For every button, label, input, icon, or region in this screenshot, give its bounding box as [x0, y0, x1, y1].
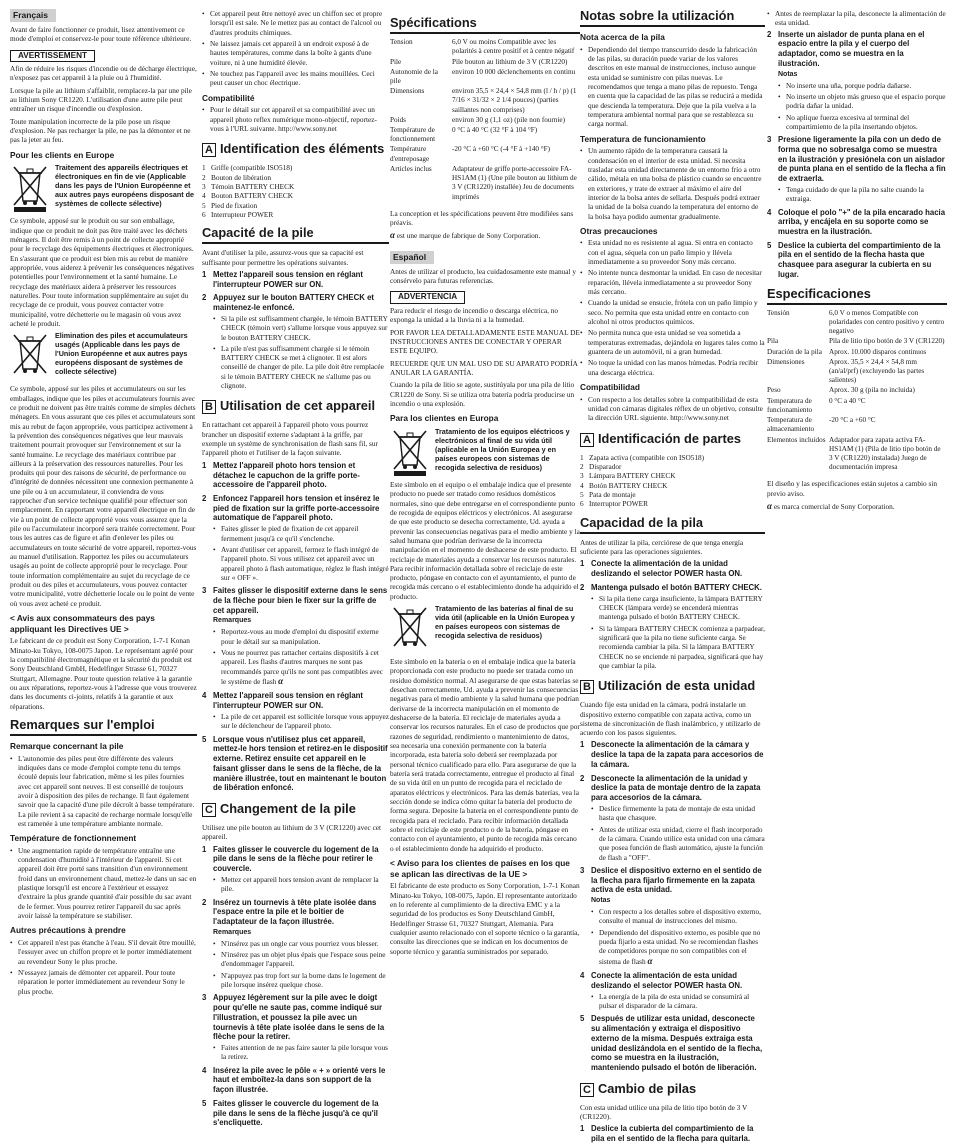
es-trademark: α es marca comercial de Sony Corporation. [767, 501, 895, 512]
alpha-logo-icon: α [767, 501, 772, 512]
fr-recycle-weee [10, 163, 197, 213]
es-temp-heading: Temperatura de funcionamiento [580, 133, 706, 144]
fr-warn1: Afin de réduire les risques d'incendie ou de décharge électrique, n'exposez pas cet appareil à la pluie ou à l'humidité. [10, 64, 197, 83]
es-capacity-heading: Capacidad de la pila [580, 516, 765, 534]
list-item: • Cuando la unidad se ensucie, frótela con un paño limpio y seco. No permita que esta unidad entre en contacto con alcohol ni otros productos químicos. [580, 298, 765, 326]
step: 5 Lorsque vous n'utilisez plus cet appareil, mettez-le hors tension et retirez-en le dispositif externe. Retirez ensuite cet appareil en le faisant glisser dans le sens de la flèche, de la manière illustrée, tout en maintenant le bouton de libération enfoncé. [202, 734, 388, 793]
es-warn1: Para reducir el riesgo de incendio o descarga eléctrica, no exponga la unidad a la lluvia ni a la humedad. [390, 305, 559, 325]
es-notes-heading: Notas sobre la utilización [580, 9, 765, 27]
step: 5 Después de utilizar esta unidad, desconecte su alimentación y extraiga el dispositivo externo de la misma. Después extraiga esta unidad deslizándola en el sentido de la flecha, como se muestra en la ilustración, manteniendo pulsado el botón de liberación. [580, 1014, 763, 1072]
table-row: Dimensiones Aprox. 35,5 × 24,4 × 54,8 mm (an/al/prf) (excluyendo las partes salientes) [767, 357, 925, 385]
step: 3 Faites glisser le dispositif externe dans le sens de la flèche pour bien le fixer sur la griffe de cet appareil. Remarques • Reportez-vous au mode d'emploi du dispositif externe pour le détail sur sa manipulation. • Vous ne pourrez pas rattacher certains dispositifs à cet appareil. Les flashs d'autres marques ne sont pas recommandés parce qu'ils ne sont pas compatibles avec le système de flash α [202, 586, 389, 687]
section-letter-c: C [580, 1083, 594, 1097]
step: 2 Insérez un tournevis à tête plate isolée dans l'espace entre la pile et le boitier de l'adaptateur de la façon illustrée. Remarques • N'insérez pas un ongle car vous pourriez vous blesser. • N'insérez pas un objet plus épais que l'espace sous peine d'endommager l'appareil. • N'appuyez pas trop fort sur la borne dans le logement de pile lorsque insérez quelque chose. [202, 898, 389, 990]
fr-remarks-heading: Remarques sur l'emploi [10, 718, 197, 736]
step: 5 Faites glisser le couvercle du logement de la pile dans le sens de la flèche jusqu'à ce qu'il s'encliquette. [202, 1098, 379, 1128]
list-item: • Ne laissez jamais cet appareil à un endroit exposé à de hautes températures, comme dans la boîte à gants d'une voiture, ni à une humidité élevée. [202, 39, 389, 67]
step: 2 Appuyez sur le bouton BATTERY CHECK et maintenez-le enfoncé. • Si la pile est suffisamment chargée, le témoin BATTERY CHECK (témoin vert) s'allume lorsque vous appuyez sur le bouton BATTERY CHECK. • La pile n'est pas suffisamment chargée si le témoin BATTERY CHECK se met à clignoter. Il est alors conseillé de changer de pile. La pile doit être remplacée si le témoin BATTERY CHECK ne s'allume pas ou clignote. [202, 293, 389, 390]
table-row: Duración de la pila Aprox. 10.000 disparos continuos [767, 347, 927, 356]
es-capacity-steps [580, 559, 765, 670]
es-warn3: RECUERDE QUE UN MAL USO DE SU APARATO PODRÍA ANULAR LA GARANTÍA. [390, 358, 578, 377]
list-item: 5 Pied de fixation [202, 200, 258, 210]
column-es-specs [767, 9, 947, 1079]
list-item: • Dependiendo del tiempo transcurrido desde la fabricación de las pilas, su duración puede variar de los valores descritos en este manual de instrucciones, incluso aunque esta unidad se suministre con pilas nuevas. Le recomendamos que tenga a mano pilas de repuesto. Tenga en cuenta que la capacidad de las pilas se reducirá a medida que descienda la temperatura. Deje que la pila vuelva a la temperatura ambiental normal para que se restablezca su carga normal. [580, 45, 765, 129]
column-es-instructions [580, 8, 765, 1144]
column-fr-instructions [202, 9, 389, 1128]
es-recycle1-body: Este símbolo en el equipo o el embalaje indica que el presente producto no puede ser tratado como residuos domésticos normales, sino que debe entregarse en el correspondiente punto de recogida de equipos eléctricos y electrónicos. Al asegurarse de que este producto se desecha correctamente, Ud. ayuda a prevenir las consecuencias negativas para el medio ambiente y la salud humana que podrían derivarse de la incorrecta manipulación en el momento de deshacerse de este producto. El reciclaje de materiales ayuda a conservar los recursos naturales. Para recibir información detallada sobre el reciclaje de este producto, póngase en contacto con el ayuntamiento, el punto de recogida más cercano o el establecimiento donde ha adquirido el producto. [390, 479, 580, 601]
es-warn2: POR FAVOR LEA DETALLADAMENTE ESTE MANUAL DE INSTRUCCIONES ANTES DE CONECTAR Y OPERAR ESTE EQUIPO. [390, 327, 580, 356]
table-row: Température de fonctionnement 0 °C à 40 °C (32 °F à 104 °F) [390, 126, 538, 144]
es-change-steps-start [580, 1124, 765, 1143]
list-item: 6 Interrupteur POWER [202, 209, 274, 219]
list-item: 3 Lámpara BATTERY CHECK [580, 471, 676, 481]
step: 2 Inserte un aislador de punta plana en el espacio entre la pila y el cuerpo del adaptador, como se muestra en la ilustración. Notas • No inserte una uña, porque podría dañarse. • No inserte un objeto más grueso que el espacio porque podría dañar la unidad. • No aplique fuerza excesiva al terminal del compartimiento de la pila insertando objetos. [767, 30, 947, 132]
list-item: • Con respecto a los detalles sobre la compatibilidad de esta unidad con cámaras digitales réflex de un objetivo, consulte la dirección URL siguiente. http://www.sony.net [580, 395, 765, 423]
list-item: 2 Disparador [580, 461, 622, 471]
list-item: • Ne touchez pas l'appareil avec les mains mouillées. Ceci peut causer un choc électrique. [202, 69, 389, 88]
fr-change-heading: C Changement de la pile [202, 802, 389, 819]
section-letter-a: A [580, 433, 594, 447]
es-other-list [580, 238, 765, 377]
step: 4 Coloque el polo "+" de la pila encarado hacia arriba, y encájela en su soporte como se muestra en la ilustración. [767, 207, 946, 236]
list-item: • Esta unidad no es resistente al agua. Si entra en contacto con el agua, séquela con un paño limpio y llévela inmediatamente a su proveedor Sony más cercano. [580, 238, 765, 266]
es-change-s1-notes [767, 9, 947, 28]
step: 2 Mantenga pulsado el botón BATTERY CHECK. • Si la pila tiene carga insuficiente, la lámpara BATTERY CHECK (lámpara verde) se encenderá mientras mantenga pulsado el botón BATTERY CHECK. • Si la lámpara BATTERY CHECK comienza a parpadear, significará que la pila no tiene suficiente carga. Se recomienda cambiar la pila. Si la lámpara BATTERY CHECK no se enciende ni parpadea, significará que hay que cambiar la pila. [580, 583, 765, 670]
step: 3 Presione ligeramente la pila con un dedo de forma que no sobresalga como se muestra en la ilustración y presiónela con un aislador de punta plana en el sentido de la flecha a fin de extraerla. • Tenga cuidado de que la pila no salte cuando la extraiga. [767, 135, 947, 203]
column-fr-intro [10, 9, 197, 1079]
table-row: Pila Pila de litio tipo botón de 3 V (CR1220) [767, 337, 945, 346]
es-recycle-battery [390, 604, 580, 654]
alpha-logo-icon: α [278, 675, 284, 686]
es-recycle-weee [390, 427, 580, 477]
es-spec-note: El diseño y las especificaciones están sujetos a cambio sin previo aviso. [767, 479, 938, 498]
list-item: 4 Botón BATTERY CHECK [580, 480, 668, 490]
crossed-bin-icon [10, 163, 50, 213]
fr-intro: Avant de faire fonctionner ce produit, lisez attentivement ce mode d'emploi et conservez-le pour toute référence ultérieure. [10, 24, 192, 44]
table-row: Temperatura de funcionamiento 0 °C a 40 °C [767, 396, 866, 414]
fr-warn3: Toute manipulation incorrecte de la pile pose un risque d'explosion. Ne pas recharger la pile, ne pas la démonter et ne pas la jeter au feu. [10, 116, 191, 145]
es-change-steps [767, 30, 947, 280]
section-letter-b: B [580, 680, 594, 694]
es-recycle1-title: Tratamiento de los equipos eléctricos y electrónicos al final de su vida útil (aplicable en la Unión Europea y en países europeos con sistemas de recogida selectiva de residuos) [435, 426, 570, 472]
fr-recycle-battery [10, 331, 197, 381]
es-use-intro: Cuando fije esta unidad en la cámara, podrá instalarle un dispositivo externo compatible con zapata activa, como un sistema de sincronización de flash inalámbrico, y utilizarlo de acuerdo con los pasos siguientes. [580, 700, 761, 738]
es-recycle2-title: Tratamiento de las baterías al final de su vida útil (aplicable en la Unión Europea y en países europeos con sistemas de recogida selectiva de residuos) [435, 604, 575, 641]
step: 2 Enfoncez l'appareil hors tension et insérez le pied de fixation sur la griffe porte-accessoire automatique de l'appareil photo. • Faites glisser le pied de fixation de cet appareil fermement jusqu'à ce qu'il s'enclenche. • Avant d'utiliser cet appareil, fermez le flash intégré de l'appareil photo. Si vous utilisez cet appareil avec un appareil photo à flash automatique, réglez le flash intégré sur « OFF ». [202, 494, 389, 582]
table-row: Peso Aprox. 30 g (pila no incluida) [767, 386, 915, 395]
fr-warning-label: AVERTISSEMENT [10, 50, 95, 63]
fr-compat-heading: Compatibilité [202, 92, 255, 103]
es-change-heading: C Cambio de pilas [580, 1082, 765, 1099]
es-intro: Antes de utilizar el producto, lea cuidadosamente este manual y consérvelo para futuras referencias. [390, 266, 577, 286]
fr-spec-table [390, 38, 580, 203]
fr-use-steps [202, 461, 389, 793]
step: 1 Conecte la alimentación de la unidad deslizando el selector POWER hasta ON. [580, 559, 743, 579]
table-row: Articles inclus Adaptateur de griffe porte-accessoire FA-HS1AM (1) (Une pile bouton au lithium de 3 V (CR1220) installée) Jeu de documents imprimés [390, 164, 577, 201]
es-warning-label: ADVERTENCIA [390, 291, 465, 304]
list-item: • No intente nunca desmontar la unidad. En caso de necesitar reparación, llévela inmediatamente a su proveedor Sony más cercano. [580, 268, 765, 296]
es-spec-table [767, 309, 947, 474]
fr-trademark: α est une marque de fabrique de Sony Corporation. [390, 230, 541, 241]
alpha-logo-icon: α [390, 230, 395, 241]
table-row: Tension 6,0 V ou moins Compatible avec les polarités à centre positif et à centre négatif [390, 38, 575, 56]
es-parts-heading: A Identificación de partes [580, 432, 765, 449]
step: 2 Desconecte la alimentación de la unidad y deslice la pata de montaje dentro de la zapata para accesorios de la cámara. • Deslice firmemente la pata de montaje de esta unidad hasta que chasquee. • Antes de utilizar esta unidad, cierre el flash incorporado de la cámara. Cuando utilice esta unidad con una cámara que posea función de flash automático, ajuste la función de flash a "OFF". [580, 774, 765, 862]
fr-other-heading: Autres précautions à prendre [10, 925, 126, 936]
es-capacity-intro: Antes de utilizar la pila, cerciórese de que tenga energía suficiente para las operaciones siguientes. [580, 537, 744, 557]
list-item: • L'autonomie des piles peut être différente des valeurs indiquées dans ce mode d'emploi compte tenu du temps écoulé depuis leur fabrication, même si les piles fournies avec cet appareil sont neuves. Il est conseillé de toujours avoir à disposition des piles de rechange. Il faut également savoir que la capacité d'une pile décroît à basse température. La pile revient à sa capacité de recharge normale lorsqu'elle est ramenée à une température ambiante normale. [10, 754, 197, 829]
step: 1 Mettez l'appareil sous tension en réglant l'interrupteur POWER sur ON. [202, 269, 364, 289]
fr-battery-note-list [10, 754, 197, 829]
fr-capacity-heading: Capacité de la pile [202, 226, 389, 244]
list-item: • No permita nunca que esta unidad se vea sometida a temperaturas extremadas, dejándola en lugares tales como la guantera de un automóvil, ni a gran humedad. [580, 328, 765, 356]
step: 4 Conecte la alimentación de esta unidad deslizando el selector POWER hasta ON. • La energía de la pila de esta unidad se consumirá al pulsar el disparador de la cámara. [580, 971, 765, 1010]
fr-temp-heading: Température de fonctionnement [10, 833, 137, 844]
fr-eu-dir-body: Le fabricant de ce produit est Sony Corporation, 1-7-1 Konan Minato-ku Tokyo, 108-0075 Japon. Le représentant agréé pour la compatibilité électromagnétique et la sécurité du produit est Sony Deutschland GmbH, Hedelfinger Strasse 61, 70327 Stuttgart, Allemagne. Pour toute question relative à la garantie ou aux réparations, reportez-vous à l'adresse que vous trouverez dans les documents ci-joints, relatifs à la garantie et aux réparations. [10, 636, 197, 711]
step: 1 Deslice la cubierta del compartimiento de la pila en el sentido de la flecha para quitarla. [580, 1124, 754, 1144]
lang-tab-es: Español [390, 251, 434, 264]
list-item: 1 Zapata activa (compatible con ISO518) [580, 452, 705, 462]
fr-parts-heading: A Identification des éléments [202, 142, 389, 159]
fr-warn2: Lorsque la pile au lithium s'affaiblit, remplacez-la par une pile au lithium Sony CR1220. L'utilisation d'une autre pile peut entraîner un risque d'incendie ou d'explosion. [10, 85, 192, 114]
step: 4 Mettez l'appareil sous tension en réglant l'interrupteur POWER sur ON. • La pile de cet appareil est sollicitée lorsque vous appuyez sur le déclencheur de l'appareil photo. [202, 691, 389, 730]
list-item: • Cet appareil n'est pas étanche à l'eau. S'il devait être mouillé, l'essuyer avec un chiffon propre et le porter immédiatement au revendeur Sony le plus proche. [10, 938, 197, 966]
section-letter-a: A [202, 143, 216, 157]
list-item: • No toque la unidad con las manos húmedas. Podría recibir una descarga eléctrica. [580, 358, 765, 377]
es-temp-list [580, 146, 765, 221]
fr-battery-note-heading: Remarque concernant la pile [10, 740, 124, 751]
es-warn4: Cuando la pila de litio se agote, sustitúyala por una pila de litio CR1220 de Sony. Si se utiliza otra batería podría producirse un incendio o una explosión. [390, 380, 575, 408]
step: 5 Deslice la cubierta del compartimiento de la pila en el sentido de la flecha hasta que chasquee para asegurar la cubierta en su lugar. [767, 240, 941, 279]
fr-capacity-steps [202, 270, 389, 391]
es-parts-list [580, 453, 765, 509]
table-row: Autonomie de la pile environ 10 000 déclenchements en continu [390, 67, 576, 85]
table-row: Poids environ 30 g (1,1 oz) (pile non fournie) [390, 115, 565, 124]
list-item: 3 Témoin BATTERY CHECK [202, 181, 295, 191]
fr-compat-list [202, 105, 389, 133]
es-battery-note-heading: Nota acerca de la pila [580, 32, 665, 43]
es-recycle2-body: Este símbolo en la batería o en el embalaje indica que la batería proporcionada con este producto no puede ser tratada como un residuo doméstico normal. Al asegurarse de que estas baterías se desechan correctamente, Ud. ayuda a prevenir las consecuencias negativas para el medio ambiente y la salud humana que podrían derivarse de la incorrecta manipulación en el momento de deshacerse de la batería. El reciclaje de materiales ayuda a conservar los recursos naturales. En el caso de productos que por razones de seguridad, rendimiento o mantenimiento de datos, sea necesaria una conexión permanente con la batería incorporada, esta batería solo deberá ser reemplazada por personal técnico cualificado para ello. Para asegurarse de que la batería será tratada correctamente, entregue el producto al final de su vida útil en un punto de recogida para el reciclado de aparatos eléctricos y electrónicos. Para las demás baterías, vea la sección donde se indica cómo quitar la batería del producto de forma segura. Deposite la batería en el correspondiente punto de recogida para el reciclado. Para recibir información detallada sobre el reciclaje de este producto o de la batería, póngase en contacto con el ayuntamiento, el punto de recogida más cercano o el establecimiento donde ha adquirido el producto. [390, 657, 580, 853]
list-item: • Antes de reemplazar la pila, desconecte la alimentación de esta unidad. [767, 9, 947, 28]
fr-use-heading: B Utilisation de cet appareil [202, 399, 389, 416]
crossed-bin-icon [390, 427, 430, 477]
es-battery-note-list [580, 45, 765, 129]
table-row: Dimensions environ 35,5 × 24,4 × 54,8 mm (l / h / p) (1 7/16 × 31/32 × 2 1/4 pouces) (parties saillantes non comprises) [390, 87, 577, 114]
crossed-bin-battery-icon [10, 331, 50, 381]
fr-parts-list [202, 163, 389, 219]
alpha-logo-icon: α [647, 955, 653, 966]
list-item: 4 Bouton BATTERY CHECK [202, 191, 294, 201]
es-other-heading: Otras precauciones [580, 225, 658, 236]
step: 1 Mettez l'appareil photo hors tension et détachez le capuchon de la griffe porte-accessoire de l'appareil photo. [202, 460, 360, 490]
fr-change-steps [202, 845, 389, 1128]
fr-recycle2-title: Elimination des piles et accumulateurs usagés (Applicable dans les pays de l'Union Européenne et aux autres pays européens disposant de systèmes de collecte sélective) [55, 331, 188, 377]
step: 1 Faites glisser le couvercle du logement de la pile dans le sens de la flèche pour retirer le couvercle. • Mettez cet appareil hors tension avant de remplacer la pile. [202, 845, 389, 894]
list-item: 6 Interruptor POWER [580, 499, 648, 509]
fr-capacity-intro: Avant d'utiliser la pile, assurez-vous que sa capacité est suffisante pour permettre les opérations suivantes. [202, 248, 364, 267]
fr-spec-heading: Spécifications [390, 16, 580, 34]
step: 3 Deslice el dispositivo externo en el sentido de la flecha para fijarlo firmemente en la zapata activa de esta unidad. Notas • Con respecto a los detalles sobre el dispositivo externo, consulte el manual de instrucciones del mismo. • Dependiendo del dispositivo externo, es posible que no pueda fijarlo a esta unidad. No se recomiendan flashes de competidores porque no son compatibles con el sistema de flash α [580, 866, 765, 967]
list-item: • N'essayez jamais de démonter cet appareil. Pour toute réparation le porter immédiatement au revendeur Sony le plus proche. [10, 968, 197, 996]
list-item: • Un aumento rápido de la temperatura causará la condensación en el interior de esta unidad. Si necesita trasladar esta unidad directamente de un entorno frío a otro cálido, métala en una bolsa de plástico cuando se encuentre en exteriores, y trate de extraer al máximo el aire del interior de la bolsa antes de sellarla. Después podrá extraer la unidad de la bolsa cuando la temperatura del entorno de la bolsa haya podido aumentar gradualmente. [580, 146, 765, 221]
fr-recycle1-body: Ce symbole, apposé sur le produit ou sur son emballage, indique que ce produit ne doit pas être traité avec les déchets ménagers. Il doit être remis à un point de collecte approprié pour le recyclage des équipements électriques et électroniques. En s'assurant que ce produit est bien mis au rebut de manière appropriée, vous aiderez à prévenir les conséquences négatives potentielles pour l'environnement et la santé humaine. Le recyclage des matériaux aidera à préserver les ressources naturelles. Pour toute information supplémentaire au sujet du recyclage de ce produit, vous pouvez contacter votre municipalité, votre déchetterie ou le magasin où vous avez acheté le produit. [10, 216, 194, 328]
fr-other-list [10, 938, 197, 996]
column-spec-es-intro [390, 9, 580, 1079]
list-item: • Pour le détail sur cet appareil et sa compatibilité avec un appareil photo reflex numérique mono-objectif, reportez-vous à l'URL suivante. http://www.sony.net [202, 105, 389, 133]
es-compat-list [580, 395, 765, 423]
es-use-steps [580, 740, 765, 1072]
step: 3 Appuyez légèrement sur la pile avec le doigt pour qu'elle ne saute pas, comme indiqué sur l'illustration, et poussez la pile avec un tournevis à tête plate isolée dans le sens de la flèche pour la retirer. • Faites attention de ne pas faire sauter la pile lorsque vous la retirez. [202, 993, 389, 1061]
list-item: • Cet appareil peut être nettoyé avec un chiffon sec et propre lorsqu'il est sale. Ne le mettez pas au contact de l'alcool ou d'autres produits chimiques. [202, 9, 389, 37]
fr-use-intro: En rattachant cet appareil à l'appareil photo vous pourrez brancher un dispositif externe s'adaptant à la griffe, par exemple un système de synchronisation de flash sans fil, sur l'appareil photo et l'utiliser de la façon suivante. [202, 420, 378, 458]
fr-spec-note: La conception et les spécifications peuvent être modifiées sans préavis. [390, 208, 574, 228]
fr-change-intro: Utilisez une pile bouton au lithium de 3 V (CR1220) avec cet appareil. [202, 823, 382, 842]
list-item: 1 Griffe (compatible ISO518) [202, 163, 293, 173]
list-item: 2 Bouton de libération [202, 172, 271, 182]
section-letter-b: B [202, 400, 216, 414]
table-row: Elementos incluidos Adaptador para zapata activa FA-HS1AM (1) (Pila de litio tipo botón de 3 V (CR1220) instalada) Juego de documentación impresa [767, 435, 941, 472]
step: 4 Insérez la pile avec le pôle « + » orienté vers le haut et emboîtez-la dans son support de la façon illustrée. [202, 1065, 386, 1095]
table-row: Pile Pile bouton au lithium de 3 V (CR1220) [390, 57, 568, 66]
fr-eu-heading: Pour les clients en Europe [10, 149, 115, 160]
section-letter-c: C [202, 803, 216, 817]
es-change-intro: Con esta unidad utilice una pila de litio tipo botón de 3 V (CR1220). [580, 1102, 748, 1122]
list-item: • Une augmentation rapide de température entraîne une condensation d'humidité à l'intérieur de l'appareil. Si cet appareil doit être porté sans transition d'un environnement froid dans un environnement chaud, mettez-le dans un sac en plastique lorsqu'il est encore à l'extérieur et essayez d'extraire la plus grande quantité d'air possible du sac avant de le fermer. Vous pourrez retirer l'appareil du sac après avoir laissé la température se stabiliser. [10, 846, 197, 921]
fr-recycle1-title: Traitement des appareils électriques et électroniques en fin de vie (Applicable dans les pays de l'Union Européenne et aux autres pays européens disposant de systèmes de collecte sélective) [55, 163, 195, 209]
lang-tab-fr: Français [10, 9, 56, 22]
step: 1 Desconecte la alimentación de la cámara y deslice la tapa de la zapata para accesorios de la cámara. [580, 740, 764, 769]
es-eu-dir-body: El fabricante de este producto es Sony Corporation, 1-7-1 Konan Minato-ku Tokyo, 108-0075, Japón. El representante autorizado en lo referente al cumplimiento de la directiva EMC y a la seguridad de los productos es Sony Deutschland GmbH, Hedelfinger Strasse 61, 70327 Stuttgart, Alemania. Para cualquier asunto relacionado con el soporte técnico o la garantía, consulte las direcciones que se indican en los documentos de soporte técnico y garantía suministrados por separado. [390, 881, 580, 956]
fr-eu-dir-heading: < Avis aux consommateurs des pays appliquant les Directives UE > [10, 613, 155, 634]
es-eu-heading: Para los clientes en Europa [390, 413, 499, 424]
es-spec-heading: Especificaciones [767, 287, 947, 305]
crossed-bin-battery-icon [390, 604, 430, 654]
es-compat-heading: Compatibilidad [580, 382, 640, 393]
es-eu-dir-heading: < Aviso para los clientes de países en los que se aplican las directivas de la UE > [390, 858, 570, 879]
table-row: Temperatura de almacenamiento -20 °C a +60 °C [767, 416, 876, 434]
list-item: 5 Pata de montaje [580, 489, 636, 499]
fr-recycle2-body: Ce symbole, apposé sur les piles et accumulateurs ou sur les emballages, indique que les piles et accumulateurs fournis avec ce produit ne doivent pas être traités comme de simples déchets ménagers. En vous assurant que ces piles et accumulateurs sont mis au rebut de façon appropriée, vous participez activement à la prévention des conséquences négatives que leur mauvais traitement pourrait provoquer sur l'environnement et sur la santé humaine. Le recyclage des matériaux contribue par ailleurs à la préservation des ressources naturelles. Pour les produits qui pour des raisons de sécurité, de performance ou d'intégrité de données nécessitent une connexion permanente à une pile ou à un accumulateur, il conviendra de vous rapprocher d'un service technique qualifié pour effectuer son remplacement. En rapportant votre appareil électrique en fin de vie à un point de collecte approprié vous vous assurez que la pile ou l'accumulateur incorporé sera traitée correctement. Pour tous les autres cas de figure et afin d'enlever les piles ou accumulateurs en toute sécurité de votre appareil, reportez-vous au manuel d'utilisation. Rapportez les piles ou accumulateurs usagés au point de collecte approprié pour le recyclage. Pour toute information complémentaire au sujet du recyclage de ce produit ou des piles et accumulateurs, vous pouvez contacter votre municipalité, votre déchetterie locale ou le point de vente où vous avez acheté ce produit. [10, 384, 197, 608]
table-row: Tensión 6,0 V o menos Compatible con polaridades con centro positivo y centro negativo [767, 308, 945, 336]
es-use-heading: B Utilización de esta unidad [580, 679, 765, 696]
table-row: Température d'entreposage -20 °C à +60 °C (-4 °F à +140 °F) [390, 145, 551, 163]
fr-temp-list [10, 846, 197, 921]
fr-other-list-cont [202, 9, 389, 88]
